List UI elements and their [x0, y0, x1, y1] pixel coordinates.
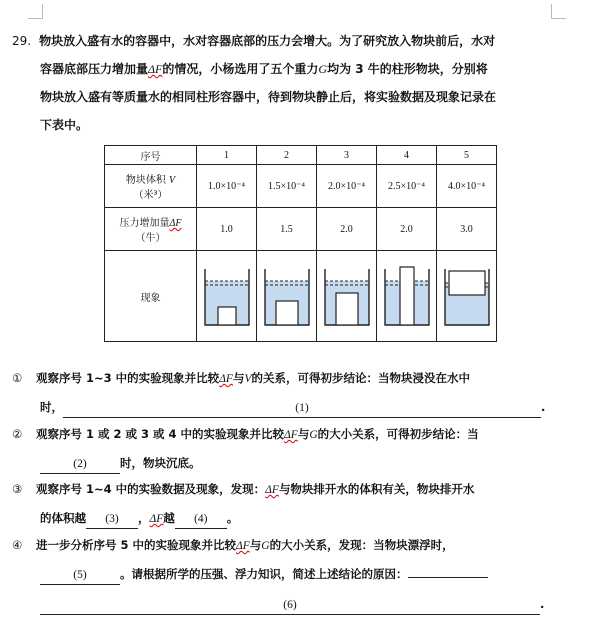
volume-symbol: V	[169, 175, 176, 186]
intro-text-2a: 容器底部压力增加量	[40, 62, 149, 76]
sq1-text-b: 与	[232, 371, 245, 385]
answer-blank-2[interactable]: (2)	[40, 455, 120, 474]
sq4-text-c: 的大小关系，发现：当物块漂浮时，	[269, 538, 454, 552]
sq2-text-a: 观察序号 1 或 2 或 3 或 4 中的实验现象并比较	[36, 427, 285, 441]
subquestion-2	[12, 425, 582, 474]
sq4-delta-f: ΔF	[236, 540, 250, 552]
row-label-volume	[105, 165, 197, 208]
volume-label: 物块体积	[125, 175, 166, 186]
sq4-text-b: 与	[249, 538, 262, 552]
beaker-diagram-1	[201, 263, 253, 329]
beaker-diagram-2	[261, 263, 313, 329]
subquestion-3-line-1	[12, 480, 582, 499]
sq1-v-symbol: V	[244, 373, 252, 385]
sq2-text-d: 时，物块沉底。	[120, 456, 201, 470]
intro-text-1: 物块放入盛有水的容器中，水对容器底部的压力会增大。为了研究放入物块前后，水对	[39, 34, 496, 48]
beaker-diagram-5	[441, 263, 493, 329]
phenomenon-cell-1	[197, 251, 257, 342]
sq1-end: .	[541, 400, 546, 414]
sq4-text-a: 进一步分析序号 5 中的实验现象并比较	[36, 538, 237, 552]
sq2-g-symbol: G	[309, 429, 318, 441]
delta-f-symbol: ΔF	[148, 62, 163, 76]
sq4-g-symbol: G	[261, 540, 270, 552]
answer-blank-4[interactable]: (4)	[175, 510, 227, 529]
intro-line-3	[12, 83, 577, 111]
sq1-text-c: 的关系，可得初步结论：当物块浸没在水中	[251, 371, 470, 385]
subquestion-2-line-1	[12, 425, 582, 444]
intro-line-2	[12, 55, 577, 83]
force-cell-3: 2.0	[317, 208, 377, 251]
sq3-text-e: 越	[163, 511, 175, 525]
table-row-force	[105, 208, 497, 251]
question-intro	[12, 27, 577, 139]
subquestion-1-line-2	[12, 398, 582, 418]
subquestion-3-line-2	[12, 509, 582, 529]
sq2-text-c: 的大小关系，可得初步结论：当	[317, 427, 479, 441]
sq3-text-c: 的体积越	[40, 511, 86, 525]
col-header-3: 3	[317, 146, 377, 165]
col-header-4: 4	[377, 146, 437, 165]
subquestion-1	[12, 369, 582, 418]
table-row-volume	[105, 165, 497, 208]
page-corner-mark-right	[551, 4, 566, 19]
subquestion-3-marker: ③	[12, 482, 23, 496]
volume-unit: （米³）	[133, 190, 168, 201]
sq3-end: 。	[226, 511, 239, 525]
subquestion-2-line-2	[12, 454, 582, 474]
sq1-text-d: 时，	[40, 400, 63, 414]
page-corner-mark-left	[28, 4, 43, 19]
phenomenon-cell-4	[377, 251, 437, 342]
intro-text-2c: 均为 3 牛的柱形物块，分别将	[327, 62, 488, 76]
beaker-diagram-4	[381, 263, 433, 329]
question-number: 29.	[12, 34, 32, 48]
col-header-2: 2	[257, 146, 317, 165]
force-symbol: ΔF	[169, 218, 182, 229]
experiment-table	[104, 145, 497, 342]
volume-cell-5: 4.0×10⁻⁴	[437, 165, 497, 208]
force-label: 压力增加量	[119, 218, 170, 229]
subquestion-1-line-1	[12, 369, 582, 388]
phenomenon-cell-2	[257, 251, 317, 342]
answer-blank-1[interactable]: (1)	[63, 399, 541, 418]
phenomenon-cell-5	[437, 251, 497, 342]
answer-blank-5[interactable]: (5)	[40, 566, 120, 585]
volume-cell-3: 2.0×10⁻⁴	[317, 165, 377, 208]
phenomenon-cell-3	[317, 251, 377, 342]
sq4-text-d: 。请根据所学的压强、浮力知识，简述上述结论的原因：	[120, 567, 408, 581]
answer-blank-6[interactable]: (6)	[40, 596, 540, 615]
volume-cell-4: 2.5×10⁻⁴	[377, 165, 437, 208]
sq4-end: .	[540, 597, 545, 611]
row-label-seq: 序号	[105, 146, 197, 165]
col-header-1: 1	[197, 146, 257, 165]
intro-text-2b: 的情况，小杨选用了五个重力	[162, 62, 319, 76]
sq2-text-b: 与	[297, 427, 310, 441]
force-cell-5: 3.0	[437, 208, 497, 251]
subquestion-4-marker: ④	[12, 538, 23, 552]
table-row-phenomenon	[105, 251, 497, 342]
table-row-seq	[105, 146, 497, 165]
force-cell-4: 2.0	[377, 208, 437, 251]
force-cell-2: 1.5	[257, 208, 317, 251]
intro-text-4: 下表中。	[40, 118, 89, 132]
intro-text-3: 物块放入盛有等质量水的相同柱形容器中，待到物块静止后，将实验数据及现象记录在	[40, 90, 497, 104]
intro-line-4	[12, 111, 577, 139]
subquestion-1-marker: ①	[12, 371, 23, 385]
sq1-delta-f: ΔF	[219, 373, 233, 385]
answer-blank-6-start[interactable]	[408, 577, 488, 578]
sq1-text-a: 观察序号 1~3 中的实验现象并比较	[36, 371, 220, 385]
sq3-delta-f-2: ΔF	[149, 513, 164, 525]
col-header-5: 5	[437, 146, 497, 165]
subquestion-4	[12, 536, 582, 615]
subquestion-4-line-3	[12, 595, 582, 615]
g-symbol: G	[318, 62, 328, 76]
volume-cell-1: 1.0×10⁻⁴	[197, 165, 257, 208]
sq3-text-d: ，	[138, 511, 150, 525]
sq2-delta-f: ΔF	[284, 429, 298, 441]
answer-blank-3[interactable]: (3)	[86, 510, 138, 529]
sq3-text-b: 与物块排开水的体积有关，物块排开水	[278, 482, 475, 496]
subquestion-3	[12, 480, 582, 529]
subquestion-4-line-2	[12, 565, 582, 585]
intro-line-1	[12, 27, 577, 55]
force-cell-1: 1.0	[197, 208, 257, 251]
beaker-diagram-3	[321, 263, 373, 329]
subquestion-4-line-1	[12, 536, 582, 555]
row-label-force	[105, 208, 197, 251]
force-unit: （牛）	[135, 233, 166, 244]
sq3-text-a: 观察序号 1~4 中的实验数据及现象，发现：	[36, 482, 266, 496]
subquestion-2-marker: ②	[12, 427, 23, 441]
row-label-phenomenon: 现象	[105, 251, 197, 342]
sq3-delta-f: ΔF	[265, 484, 279, 496]
volume-cell-2: 1.5×10⁻⁴	[257, 165, 317, 208]
